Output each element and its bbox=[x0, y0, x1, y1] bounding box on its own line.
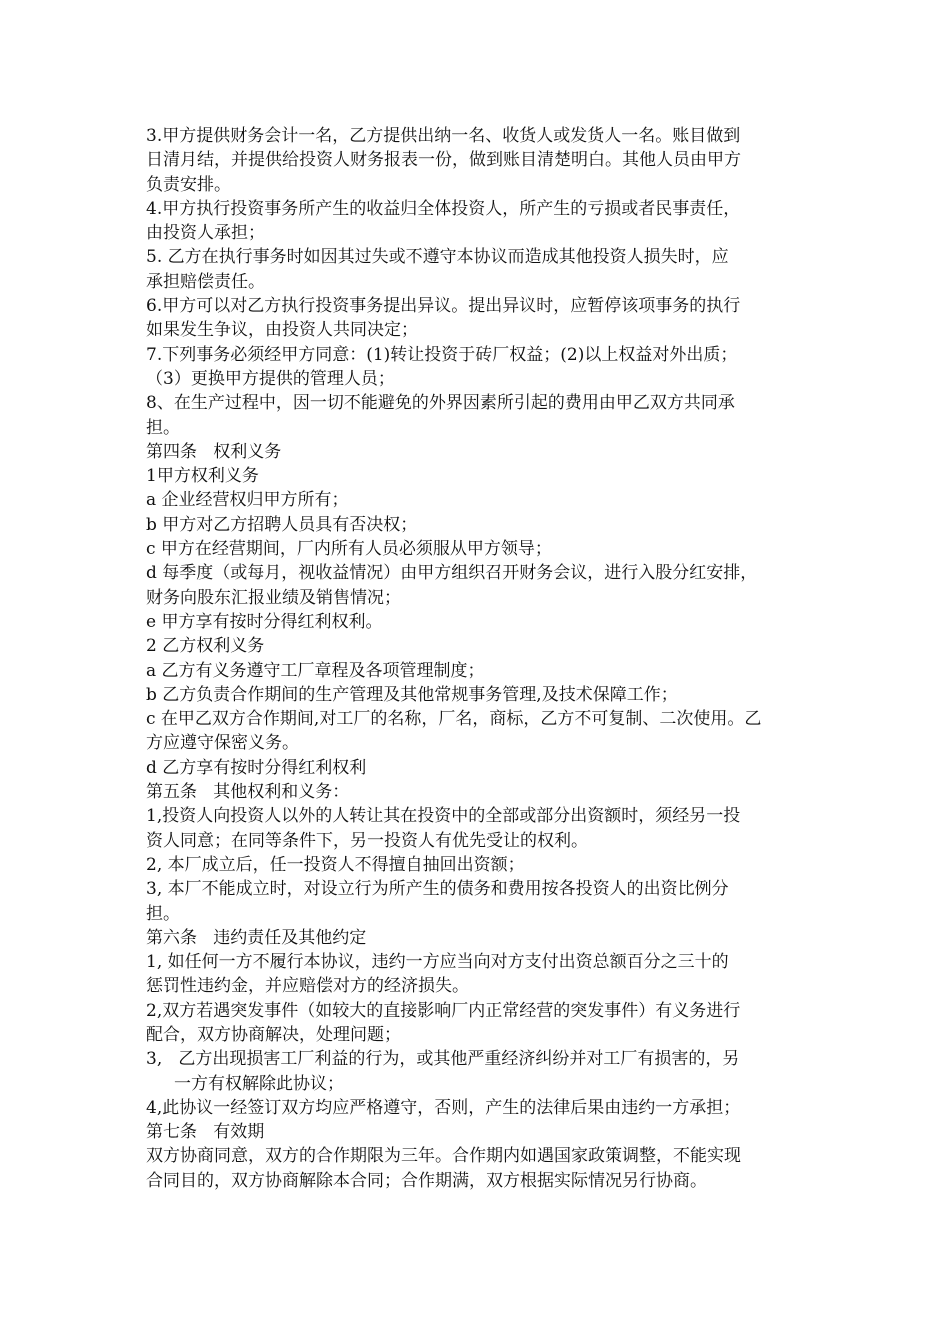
text-line: 资人同意；在同等条件下，另一投资人有优先受让的权利。 bbox=[146, 830, 588, 851]
text-line: 2,双方若遇突发事件（如较大的直接影响厂内正常经营的突发事件）有义务进行 bbox=[146, 1000, 741, 1021]
text-line: （3）更换甲方提供的管理人员； bbox=[146, 368, 395, 389]
document-body bbox=[146, 124, 814, 1193]
subsection-heading: 2 乙方权利义务 bbox=[146, 636, 265, 657]
text-line: a 企业经营权归甲方所有； bbox=[146, 490, 349, 511]
text-line: 3, 乙方出现损害工厂利益的行为，或其他严重经济纠纷并对工厂有损害的，另 bbox=[146, 1049, 740, 1070]
text-line: 担。 bbox=[146, 903, 180, 924]
text-line: e 甲方享有按时分得红利权利。 bbox=[146, 611, 383, 632]
text-line: 负责安排。 bbox=[146, 174, 231, 195]
text-line: 8、在生产过程中，因一切不能避免的外界因素所引起的费用由甲乙双方共同承 bbox=[146, 393, 735, 414]
text-line: 担。 bbox=[146, 417, 180, 438]
subsection-heading: 1甲方权利义务 bbox=[146, 466, 259, 487]
text-line: 6.甲方可以对乙方执行投资事务提出异议。提出异议时，应暂停该项事务的执行 bbox=[146, 296, 741, 317]
text-line: 2, 本厂成立后，任一投资人不得擅自抽回出资额； bbox=[146, 854, 525, 875]
text-line: c 在甲乙双方合作期间,对工厂的名称，厂名，商标，乙方不可复制、二次使用。乙 bbox=[146, 709, 762, 730]
text-line: 承担赔偿责任。 bbox=[146, 271, 265, 292]
text-line: 5. 乙方在执行事务时如因其过失或不遵守本协议而造成其他投资人损失时，应 bbox=[146, 247, 729, 268]
text-line: 3.甲方提供财务会计一名，乙方提供出纳一名、收货人或发货人一名。账目做到 bbox=[146, 126, 741, 146]
text-line: 4.甲方执行投资事务所产生的收益归全体投资人，所产生的亏损或者民事责任， bbox=[146, 198, 741, 219]
text-line: b 乙方负责合作期间的生产管理及其他常规事务管理,及技术保障工作； bbox=[146, 684, 678, 705]
section-heading: 第四条 权利义务 bbox=[146, 441, 282, 462]
section-heading: 第五条 其他权利和义务： bbox=[146, 782, 350, 803]
text-line: c 甲方在经营期间，厂内所有人员必须服从甲方领导； bbox=[146, 539, 552, 560]
text-line: 4,此协议一经签订双方均应严格遵守，否则，产生的法律后果由违约一方承担； bbox=[146, 1097, 741, 1118]
text-line: 如果发生争议，由投资人共同决定； bbox=[146, 320, 418, 341]
text-line: 合同目的，双方协商解除本合同；合作期满，双方根据实际情况另行协商。 bbox=[146, 1170, 707, 1191]
text-line: 一方有权解除此协议； bbox=[174, 1073, 344, 1094]
text-line: d 乙方享有按时分得红利权利 bbox=[146, 757, 367, 778]
text-line: d 每季度（或每月，视收益情况）由甲方组织召开财务会议，进行入股分红安排， bbox=[146, 563, 758, 584]
text-line: 3, 本厂不能成立时，对设立行为所产生的债务和费用按各投资人的出资比例分 bbox=[146, 879, 729, 900]
text-line: 7.下列事务必须经甲方同意：(1)转让投资于砖厂权益；(2)以上权益对外出质； bbox=[146, 344, 738, 365]
text-line: b 甲方对乙方招聘人员具有否决权； bbox=[146, 514, 418, 535]
text-line: 配合，双方协商解决，处理问题； bbox=[146, 1024, 401, 1045]
text-line: 财务向股东汇报业绩及销售情况； bbox=[146, 587, 401, 608]
text-line: 惩罚性违约金，并应赔偿对方的经济损失。 bbox=[146, 976, 469, 997]
text-line: 方应遵守保密义务。 bbox=[146, 733, 299, 754]
text-line: 由投资人承担； bbox=[146, 223, 265, 244]
section-heading: 第六条 违约责任及其他约定 bbox=[146, 927, 367, 948]
text-line: 1, 如任何一方不履行本协议，违约一方应当向对方支付出资总额百分之三十的 bbox=[146, 952, 729, 973]
text-line: 日清月结，并提供给投资人财务报表一份，做到账目清楚明白。其他人员由甲方 bbox=[146, 150, 741, 171]
text-line: 1,投资人向投资人以外的人转让其在投资中的全部或部分出资额时，须经另一投 bbox=[146, 806, 741, 827]
section-heading: 第七条 有效期 bbox=[146, 1122, 265, 1143]
text-line: 双方协商同意，双方的合作期限为三年。合作期内如遇国家政策调整，不能实现 bbox=[146, 1146, 741, 1167]
text-line: a 乙方有义务遵守工厂章程及各项管理制度； bbox=[146, 660, 485, 681]
